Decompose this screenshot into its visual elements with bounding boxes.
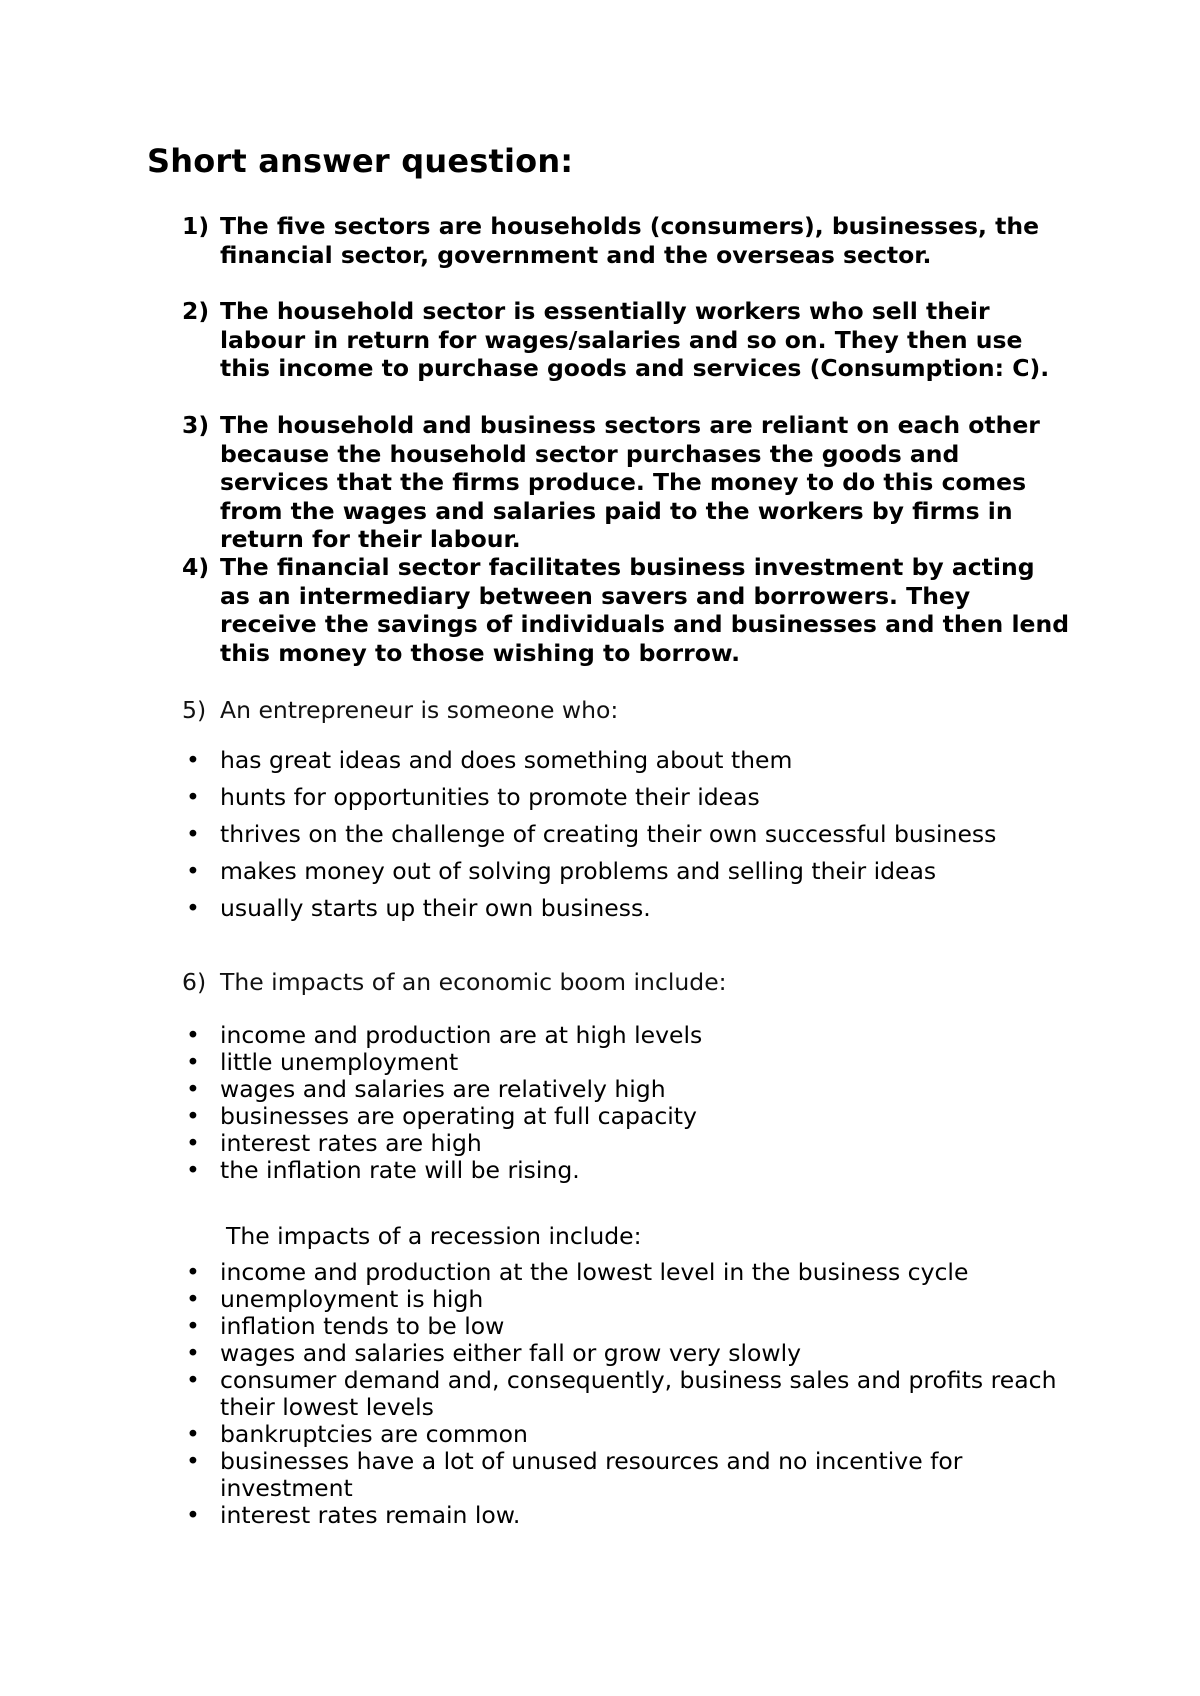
bullet-icon: •	[186, 783, 200, 811]
bullet-icon: •	[186, 1501, 200, 1529]
list-item: • has great ideas and does something about them	[186, 746, 793, 774]
question-5	[182, 696, 1072, 725]
bullet-icon: •	[186, 1258, 200, 1286]
list-item: • businesses have a lot of unused resources and no incentive for investment	[186, 1447, 963, 1502]
bullet-icon: •	[186, 1339, 200, 1367]
question-text: The five sectors are households (consumers), businesses, the financial sector, government and the overseas sector.	[220, 212, 1040, 269]
bullet-icon: •	[186, 1366, 200, 1394]
recession-heading: The impacts of a recession include:	[226, 1222, 642, 1250]
bullet-icon: •	[186, 1285, 200, 1313]
list-item: • wages and salaries are relatively high	[186, 1075, 666, 1103]
bullet-icon: •	[186, 894, 200, 922]
list-item: • makes money out of solving problems and selling their ideas	[186, 857, 937, 885]
question-text: The household and business sectors are reliant on each other because the household sector purchases the goods and services that the firms produce. The money to do this comes from the wages and salaries paid to the workers by firms in return for their labour.	[220, 411, 1040, 553]
question-text: An entrepreneur is someone who:	[220, 696, 619, 724]
question-text: The household sector is essentially workers who sell their labour in return for wages/salaries and so on. They then use this income to purchase goods and services (Consumption: C).	[220, 297, 1050, 382]
bullet-icon: •	[186, 1156, 200, 1184]
bullet-icon: •	[186, 1021, 200, 1049]
list-item: • thrives on the challenge of creating their own successful business	[186, 820, 997, 848]
list-item: • wages and salaries either fall or grow very slowly	[186, 1339, 802, 1367]
question-text: The impacts of an economic boom include:	[220, 968, 727, 996]
list-item: • little unemployment	[186, 1048, 459, 1076]
list-item: • interest rates remain low.	[186, 1501, 521, 1529]
list-item: • bankruptcies are common	[186, 1420, 528, 1448]
question-number: 1)	[182, 212, 210, 240]
question-2	[182, 297, 1072, 383]
list-item: • hunts for opportunities to promote their ideas	[186, 783, 760, 811]
list-item: • income and production at the lowest level in the business cycle	[186, 1258, 969, 1286]
list-item: • income and production are at high levels	[186, 1021, 703, 1049]
bullet-icon: •	[186, 820, 200, 848]
list-item: • inflation tends to be low	[186, 1312, 505, 1340]
bullet-icon: •	[186, 746, 200, 774]
list-item: • unemployment is high	[186, 1285, 484, 1313]
recession-list	[0, 1259, 1100, 1529]
question-3	[182, 411, 1072, 554]
bullet-icon: •	[186, 1129, 200, 1157]
bullet-icon: •	[186, 1447, 200, 1475]
question-1	[182, 212, 1072, 269]
question-number: 2)	[182, 297, 210, 325]
entrepreneur-list	[0, 746, 1100, 931]
bullet-icon: •	[186, 1075, 200, 1103]
question-number: 5)	[182, 696, 207, 724]
boom-list	[0, 1022, 1100, 1184]
list-item: • interest rates are high	[186, 1129, 482, 1157]
bullet-icon: •	[186, 1102, 200, 1130]
bullet-icon: •	[186, 1312, 200, 1340]
question-text: The financial sector facilitates business investment by acting as an intermediary between savers and borrowers. They receive the savings of individuals and businesses and then lend this money to those wishing to borrow.	[220, 553, 1070, 667]
question-4	[182, 553, 1072, 667]
bullet-icon: •	[186, 1048, 200, 1076]
list-item: • consumer demand and, consequently, business sales and profits reach their lowest levels	[186, 1366, 1057, 1421]
list-item: • businesses are operating at full capacity	[186, 1102, 697, 1130]
question-number: 6)	[182, 968, 207, 996]
question-number: 3)	[182, 411, 210, 439]
bullet-icon: •	[186, 1420, 200, 1448]
list-item: • usually starts up their own business.	[186, 894, 651, 922]
question-6	[182, 968, 1072, 997]
question-number: 4)	[182, 553, 210, 581]
page-title: Short answer question:	[147, 142, 574, 180]
list-item: • the inflation rate will be rising.	[186, 1156, 580, 1184]
bullet-icon: •	[186, 857, 200, 885]
